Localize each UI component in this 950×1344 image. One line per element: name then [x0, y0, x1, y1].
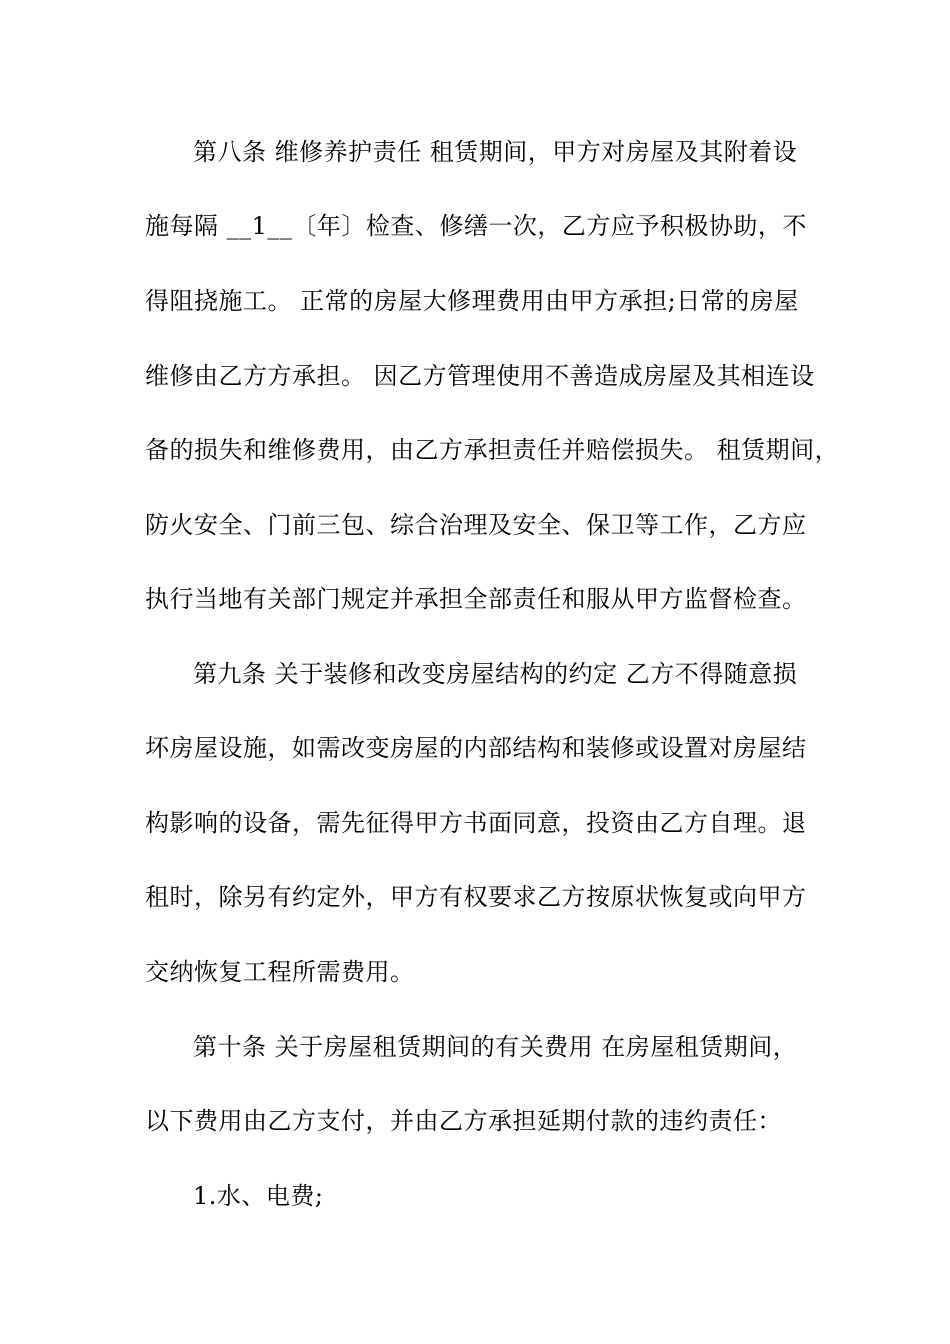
article-9-line-1: 第九条 关于装修和改变房屋结构的约定 乙方不得随意损 [193, 660, 798, 688]
article-10-line-2: 以下费用由乙方支付，并由乙方承担延期付款的违约责任： [145, 1107, 782, 1135]
article-9-line-2: 坏房屋设施，如需改变房屋的内部结构和装修或设置对房屋结 [145, 734, 807, 762]
article-8-line-1: 第八条 维修养护责任 租赁期间，甲方对房屋及其附着设 [193, 138, 798, 166]
article-10-line-1: 第十条 关于房屋租赁期间的有关费用 在房屋租赁期间， [193, 1033, 798, 1061]
article-8-line-4: 维修由乙方方承担。 因乙方管理使用不善造成房屋及其相连设 [145, 362, 815, 390]
article-9-line-3: 构影响的设备，需先征得甲方书面同意，投资由乙方自理。退 [145, 809, 807, 837]
article-9-line-4: 租时，除另有约定外，甲方有权要求乙方按原状恢复或向甲方 [145, 883, 807, 911]
article-9-line-5: 交纳恢复工程所需费用。 [145, 958, 415, 986]
article-8-line-2: 施每隔 __1__〔年〕检查、修缮一次，乙方应予积极协助，不 [145, 212, 807, 240]
article-8-line-3: 得阻挠施工。 正常的房屋大修理费用由甲方承担;日常的房屋 [145, 287, 799, 315]
list-item-1: 1.水、电费; [193, 1182, 324, 1210]
article-8-line-5: 备的损失和维修费用，由乙方承担责任并赔偿损失。 租赁期间， [145, 436, 840, 464]
article-8-line-6: 防火安全、门前三包、综合治理及安全、保卫等工作，乙方应 [145, 511, 807, 539]
article-8-line-7: 执行当地有关部门规定并承担全部责任和服从甲方监督检查。 [145, 585, 807, 613]
